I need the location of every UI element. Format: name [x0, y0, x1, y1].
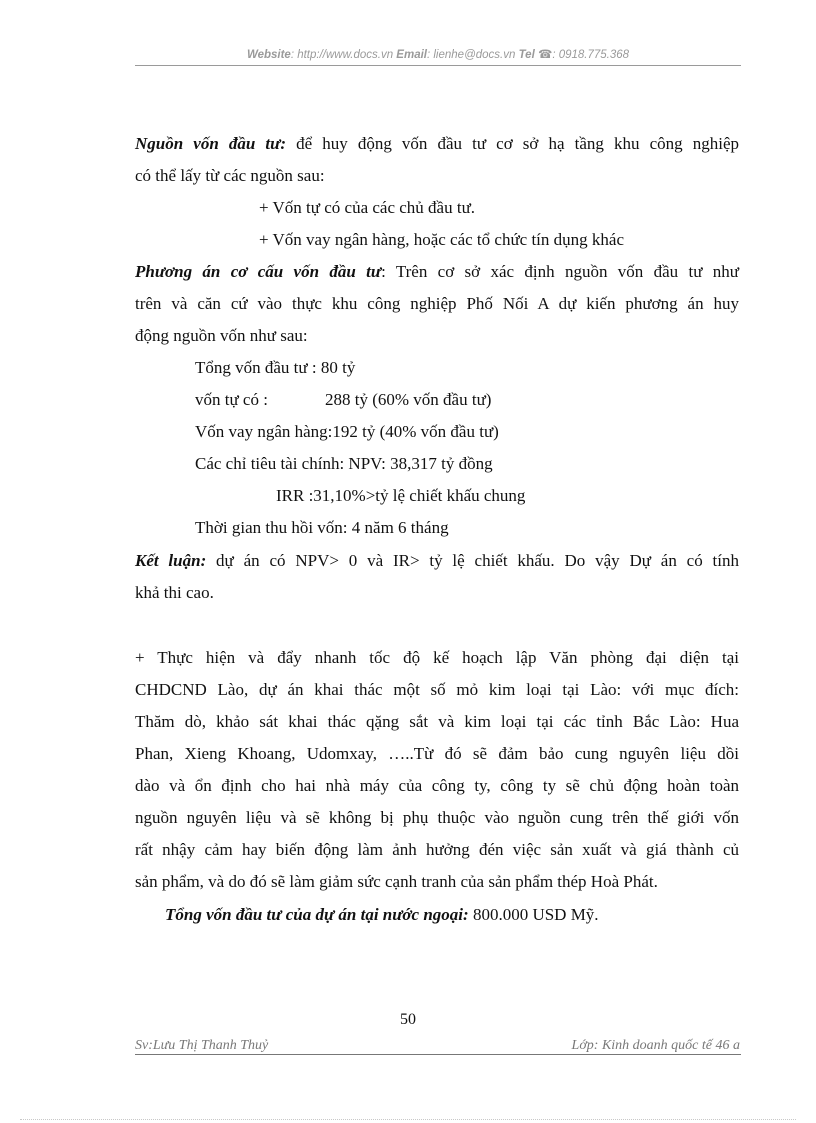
footer-rule: [135, 1054, 741, 1055]
own-capital-value: 288 tỷ (60% vốn đầu tư): [325, 390, 492, 409]
p1-lead: Nguồn vốn đầu tư:: [135, 134, 286, 153]
phone-icon: ☎: [537, 49, 553, 61]
p2-line1: Phương án cơ cấu vốn đầu tư: Trên cơ sở xác định nguồn vốn đầu tư như: [135, 262, 739, 281]
p3-line7: rất nhậy cảm hay biến động làm ảnh hưởng đén việc sản xuất và giá thành củ: [135, 840, 739, 859]
email-label: Email: [396, 49, 427, 61]
conclusion-line1: Kết luận: dự án có NPV> 0 và IR> tỷ lệ chiết khấu. Do vậy Dự án có tính: [135, 551, 739, 570]
tel-value: : 0918.775.368: [552, 49, 630, 61]
page-bottom-edge: [20, 1119, 796, 1120]
p2-line3: động nguồn vốn như sau:: [135, 326, 308, 345]
footer-class: Lớp: Kinh doanh quốc tế 46 a: [571, 1038, 740, 1053]
source-loan: + Vốn vay ngân hàng, hoặc các tổ chức tín dụng khác: [259, 230, 624, 249]
p3-line4: Phan, Xieng Khoang, Udomxay, …..Từ đó sẽ đảm bảo cung nguyên liệu dồi: [135, 744, 739, 763]
page-header: [135, 47, 741, 61]
p3-line3: Thăm dò, khảo sát khai thác qặng sắt và kim loại tại các tỉnh Bắc Lào: Hua: [135, 712, 739, 731]
own-capital-label: vốn tự có :: [195, 390, 268, 409]
p3-line1: + Thực hiện và đẩy nhanh tốc độ kế hoạch lập Văn phòng đại diện tại: [135, 648, 739, 667]
foreign-investment-lead: Tổng vốn đầu tư của dự án tại nước ngoại:: [165, 905, 469, 924]
source-own: + Vốn tự có của các chủ đầu tư.: [259, 198, 476, 217]
conclusion-lead: Kết luận:: [135, 551, 207, 570]
total-capital: Tổng vốn đầu tư : 80 tỷ: [195, 358, 356, 377]
p1-line2: có thể lấy từ các nguồn sau:: [135, 166, 325, 185]
p2-line2: trên và căn cứ vào thực khu công nghiệp Phố Nối A dự kiến phương án huy: [135, 294, 739, 313]
p3-line6: nguồn nguyên liệu và sẽ không bị phụ thuộc vào nguồn cung trên thế giới vốn: [135, 808, 739, 827]
conclusion-line2: khả thi cao.: [135, 583, 214, 602]
email-value: : lienhe@docs.vn: [426, 49, 516, 61]
website-label: Website: [246, 49, 291, 61]
p2-lead: Phương án cơ cấu vốn đầu tư: [135, 262, 382, 281]
p1-line1: Nguồn vốn đầu tư: để huy động vốn đầu tư cơ sở hạ tầng khu công nghiệp: [135, 134, 740, 153]
irr-line: IRR :31,10%>tỷ lệ chiết khấu chung: [276, 486, 526, 505]
p3-line8: sản phẩm, và do đó sẽ làm giảm sức cạnh tranh của sản phẩm thép Hoà Phát.: [135, 872, 658, 891]
foreign-investment: [165, 905, 599, 925]
financial-indicators: Các chỉ tiêu tài chính: NPV: 38,317 tỷ đồng: [195, 454, 493, 473]
page-number: 50: [400, 1011, 416, 1028]
p3-line2: CHDCND Lào, dự án khai thác một số mỏ kim loại tại Lào: với mục đích:: [135, 680, 739, 699]
payback-period: Thời gian thu hồi vốn: 4 năm 6 tháng: [195, 518, 449, 537]
foreign-investment-value: 800.000 USD Mỹ.: [468, 905, 599, 924]
loan-capital: Vốn vay ngân hàng:192 tỷ (40% vốn đầu tư): [195, 422, 499, 441]
tel-label: Tel: [518, 49, 535, 61]
footer-student: Sv:Lưu Thị Thanh Thuỷ: [135, 1038, 269, 1053]
p3-line5: dào và ổn định cho hai nhà máy của công ty, công ty sẽ chủ động hoàn toàn: [135, 776, 739, 795]
website-value: : http://www.docs.vn: [290, 49, 394, 61]
header-rule: [135, 65, 741, 66]
